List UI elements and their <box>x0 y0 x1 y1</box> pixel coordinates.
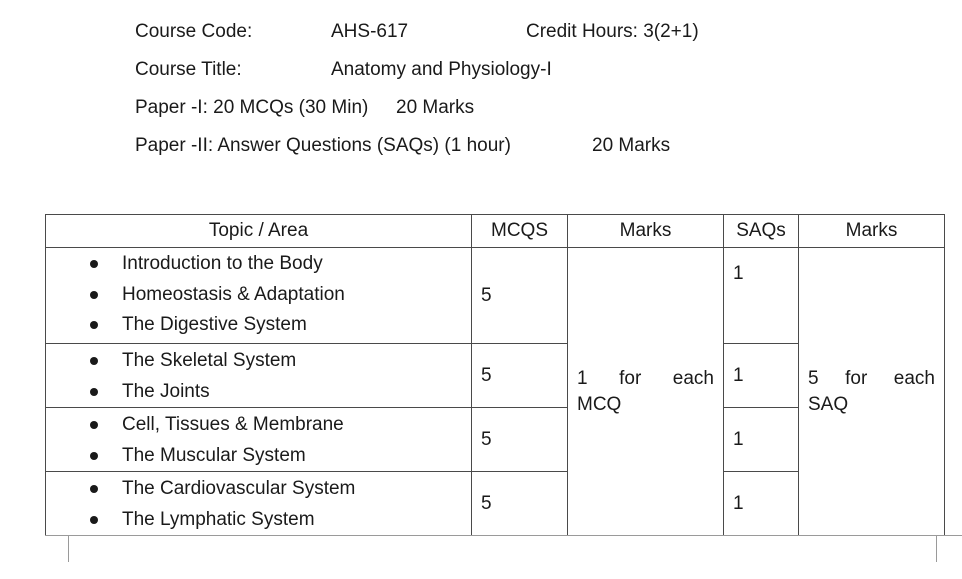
topic-cell <box>46 344 472 408</box>
topic-item: The Digestive System <box>46 310 471 341</box>
topic-item: The Cardiovascular System <box>46 473 471 504</box>
mcq-count: 5 <box>472 248 568 344</box>
table-row <box>46 248 945 344</box>
course-title-label: Course Title: <box>135 59 242 80</box>
credit-hours: Credit Hours: 3(2+1) <box>526 21 699 42</box>
margin-marker-right <box>936 536 937 562</box>
course-code-label: Course Code: <box>135 21 253 42</box>
header-saq-marks: Marks <box>799 215 945 248</box>
topic-item: Introduction to the Body <box>46 249 471 280</box>
paper2-description: Paper -II: Answer Questions (SAQs) (1 hour) <box>135 135 511 156</box>
mcq-count: 5 <box>472 472 568 536</box>
saq-count: 1 <box>724 344 799 408</box>
margin-marker-left <box>68 536 69 562</box>
mcq-marks-cell <box>568 248 724 536</box>
topic-cell <box>46 472 472 536</box>
topic-item: Homeostasis & Adaptation <box>46 280 471 311</box>
saq-count: 1 <box>724 408 799 472</box>
saq-count: 1 <box>724 472 799 536</box>
course-title-value: Anatomy and Physiology-I <box>331 59 552 80</box>
assessment-table <box>45 214 945 536</box>
topic-cell <box>46 408 472 472</box>
topic-cell <box>46 248 472 344</box>
topic-item: The Skeletal System <box>46 345 471 376</box>
header-mcqs: MCQS <box>472 215 568 248</box>
paper1-description: Paper -I: 20 MCQs (30 Min) <box>135 97 369 118</box>
table-header-row <box>46 215 945 248</box>
paper1-marks: 20 Marks <box>396 97 475 118</box>
page-bottom-rule <box>45 535 962 536</box>
topic-item: The Lymphatic System <box>46 504 471 535</box>
saq-count: 1 <box>724 248 799 344</box>
saq-marks-line1: 5 for each <box>808 367 935 389</box>
mcq-marks-line2: MCQ <box>577 393 622 415</box>
course-code-value: AHS-617 <box>331 21 409 42</box>
mcq-count: 5 <box>472 344 568 408</box>
header-topic-area: Topic / Area <box>46 215 472 248</box>
header-saqs: SAQs <box>724 215 799 248</box>
topic-item: The Muscular System <box>46 440 471 471</box>
saq-marks-cell <box>799 248 945 536</box>
saq-marks-line2: SAQ <box>808 393 849 415</box>
mcq-marks-line1: 1 for each <box>577 367 714 389</box>
paper2-marks: 20 Marks <box>592 135 671 156</box>
topic-item: Cell, Tissues & Membrane <box>46 409 471 440</box>
topic-item: The Joints <box>46 376 471 407</box>
mcq-count: 5 <box>472 408 568 472</box>
header-mcq-marks: Marks <box>568 215 724 248</box>
